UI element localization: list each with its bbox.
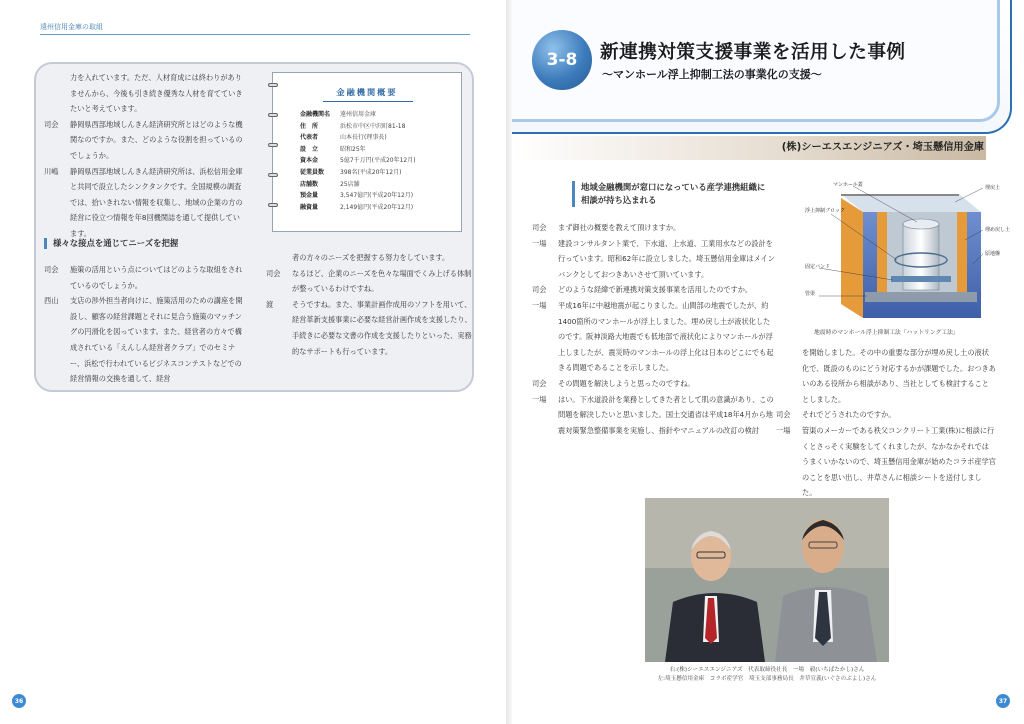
info-row <box>300 202 460 214</box>
dialogue-text: 管渠のメーカーである秩父コンクリート工業(株)に相談に行くとさっそく実験をしてくれましたが、なかなかそれではうまくいかないので、埼玉懸信用金庫が始めたコラボ産学官のことを思い出し、井草さんに相談シートを送付しました。 <box>802 425 996 498</box>
dialogue-line <box>532 282 776 298</box>
dialogue-line <box>776 407 996 423</box>
speaker <box>266 250 292 266</box>
info-row <box>300 167 460 179</box>
page-number: 37 <box>996 694 1010 708</box>
info-label: 従業員数 <box>300 168 325 176</box>
ground-surface <box>841 194 981 212</box>
info-label: 融資量 <box>300 203 319 211</box>
dialogue-text: 静岡県西部地域しんきん経済研究所とはどのような機関なのですか。また、どのような役割を担っているのでしょうか。 <box>70 119 243 160</box>
dialogue-line <box>44 262 246 293</box>
photo-caption-line: 左:埼玉懸信用金庫 コラボ産学官 埼玉支部事務局長 井草宣義(いぐさのぶよし)さん <box>657 676 877 682</box>
left-column-a <box>44 70 246 242</box>
dialogue-line <box>44 293 246 387</box>
dialogue-text: その問題を解決しようと思ったのですね。 <box>558 378 695 388</box>
speaker <box>44 70 70 117</box>
portrait-photo <box>645 498 889 662</box>
dialogue-text: 者の方々のニーズを把握する努力をしています。 <box>292 253 450 262</box>
speaker: 司会 <box>532 285 547 295</box>
dialogue-line <box>266 250 472 266</box>
dialogue-text: 力を入れています。ただ、人材育成には終わりがありませんから、今後も引き続き優秀な人材を育てていきたいと考えています。 <box>70 73 243 114</box>
label-ground: 原地盤 <box>985 251 1001 257</box>
info-value: 遠州信用金庫 <box>340 111 377 118</box>
dialogue-text: 平成16年に中越地震が起こりました。山間部の地震でしたが、約1400箇所のマンホールが浮上しました。埋め戻し土が液状化したのです。阪神淡路大地震でも低地部で液状化によりマンホールが浮上しましたが、震災時のマンホールの浮上化は日本のどこにでも起きる問題であることを示しました。 <box>558 300 774 373</box>
running-head-rule <box>40 34 470 35</box>
info-row <box>300 121 460 133</box>
page-title: 新連携対策支援事業を活用した事例 <box>600 42 906 63</box>
label-pipe: 管渠 <box>805 291 816 297</box>
photo-wall <box>645 498 889 568</box>
right-person-face <box>802 519 844 573</box>
speaker: 一場 <box>532 394 547 404</box>
dialogue-line <box>532 236 776 283</box>
speaker: 司会 <box>532 223 547 232</box>
label-soil: 埋戻土 <box>985 185 1001 191</box>
speaker: 一場 <box>532 300 547 310</box>
speaker: 司会 <box>532 378 547 388</box>
diagram-caption: 地震時のマンホール浮上抑制工法「ハットリング工法」 <box>814 330 959 336</box>
dialogue-line <box>44 164 246 242</box>
subhead-bar <box>572 181 575 207</box>
side-soil-left <box>841 198 863 318</box>
info-label: 住 所 <box>300 122 319 130</box>
dialogue-line <box>44 117 246 164</box>
fixing-band <box>891 276 951 282</box>
label-fill: 埋め戻し土 <box>985 227 1011 233</box>
dialogue-text: 建設コンサルタント業で、下水道、上水道、工業用水などの設計を行っています。昭和62年に設立しました。埼玉懸信用金庫はメインバンクとしておつきあいさせて頂いています。 <box>558 238 775 279</box>
institution-overview-box <box>272 72 462 232</box>
page-number: 36 <box>12 694 26 708</box>
info-label: 代表者 <box>300 134 319 142</box>
dialogue-text: はい。下水道設計を業務としてきた者として肌の意識があり、この問題を解決したいと思いました。国土交通省は平成18年4月から地震対策緊急整備事業を実施し、指針やマニュアルの改訂の検討 <box>558 394 774 435</box>
info-label: 設 立 <box>300 145 319 153</box>
speaker: 司会 <box>44 119 59 129</box>
dialogue-text: どのような経緯で新連携対策支援事業を活用したのですか。 <box>558 285 753 295</box>
dialogue-line <box>532 392 776 439</box>
dialogue-text: を開始しました。その中の重要な部分が埋め戻し土の液状化で、既設のものにどう対応するかが課題でした。おつきあいのある役所から相談があり、当社としても検討することとしました。 <box>802 348 996 404</box>
info-value: 3,547億円(平成20年12月) <box>340 192 414 200</box>
info-value: 25店舗 <box>340 180 360 188</box>
dialogue-text: 施策の活用という点についてはどのような取組をされているのでしょうか。 <box>70 265 243 290</box>
subhead-bar <box>44 238 47 249</box>
info-title-underline <box>323 101 413 102</box>
info-row <box>300 179 460 191</box>
info-box-title: 金融機関概要 <box>336 87 398 97</box>
speaker: 川嶋 <box>44 166 59 176</box>
label-block: 浮上抑制ブロック <box>805 208 845 214</box>
info-label: 金融機関名 <box>300 111 331 118</box>
subhead-text: 地域金融機関が窓口になっている産学連携組織に相談が持ち込まれる <box>581 182 766 205</box>
right-column-a <box>532 220 776 438</box>
binder-ring <box>268 143 278 147</box>
sewer-pipe <box>865 292 977 302</box>
section-subhead <box>572 181 772 207</box>
info-label: 預金量 <box>300 192 319 200</box>
right-column-b <box>776 345 996 501</box>
dialogue-text: 静岡県西部地域しんきん経済研究所は、浜松信用金庫と共同で設立したシンクタンクです。全国規模の調査では、拾いきれない情報を収集し、地域の企業の方の経営に役立つ情報を年8回機関誌を通して提供しています。 <box>70 166 243 238</box>
speaker: 司会 <box>44 265 59 274</box>
info-value: 昭和25年 <box>340 145 366 153</box>
right-page <box>512 0 1024 724</box>
dialogue-line <box>266 266 472 297</box>
speaker: 渡 <box>266 299 274 309</box>
info-row <box>300 132 460 144</box>
speaker: 司会 <box>776 410 791 420</box>
dialogue-line <box>44 70 246 117</box>
ground-edge <box>841 194 959 196</box>
left-column-a2 <box>44 262 246 387</box>
binder-ring <box>268 173 278 177</box>
binder-ring <box>268 203 278 207</box>
speaker <box>776 345 802 407</box>
info-rows <box>300 109 460 213</box>
manhole-cover <box>903 219 939 229</box>
photo-caption-line: 右:(株)シーエスエンジニアズ 代表取締役社長 一場 毅(いちばたかし)さん <box>669 667 865 673</box>
binder-ring <box>268 113 278 117</box>
speaker: 一場 <box>532 238 547 248</box>
dialogue-text: まず御社の概要を教えて頂けますか。 <box>558 223 681 232</box>
section-number-badge: 3-8 <box>532 30 592 90</box>
dialogue-line <box>532 220 776 236</box>
dialogue-line <box>266 297 472 359</box>
speaker: 一場 <box>776 425 791 435</box>
photo-caption <box>645 666 889 684</box>
info-row <box>300 155 460 167</box>
info-row <box>300 190 460 202</box>
dialogue-text: それでどうされたのですか。 <box>802 410 896 420</box>
company-name: (株)シーエスエンジニアズ・埼玉懸信用金庫 <box>781 142 984 153</box>
page-subtitle: ～マンホール浮上抑制工法の事業化の支援～ <box>602 68 822 81</box>
info-row <box>300 109 460 121</box>
subhead-text: 様々な接点を通じてニーズを把握 <box>53 238 179 248</box>
info-value: 398名(平成20年12月) <box>340 168 402 176</box>
left-column-b <box>266 250 472 359</box>
dialogue-line <box>776 423 996 501</box>
dialogue-line <box>776 345 996 407</box>
label-manhole: マンホール蓋 <box>833 182 863 188</box>
info-value: 2,149億円(平成20年12月) <box>340 203 414 211</box>
info-value: 山本長行(理事長) <box>340 134 387 142</box>
info-value: 浜松市中区中沢町81-18 <box>340 122 406 130</box>
info-label: 店舗数 <box>300 180 319 188</box>
left-page <box>0 0 506 724</box>
info-value: 5億7千万円(平成20年12月) <box>340 157 416 165</box>
dialogue-text: そうですね。また、事業計画作成用のソフトを用いて、経営革新支援事業に必要な経営計画作成を支援したり、手続きに必要な文書の作成を支援したりといった、実務的なサポートも行っています。 <box>292 299 472 356</box>
info-label: 資本金 <box>300 157 319 165</box>
dialogue-text: なるほど、企業のニーズを色々な場面でくみ上げる体制が整っているわけですね。 <box>292 268 472 294</box>
running-head: 遠州信用金庫の取組 <box>40 23 103 31</box>
photo-illustration <box>645 498 889 662</box>
speaker: 西山 <box>44 296 59 306</box>
info-row <box>300 144 460 156</box>
dialogue-line <box>532 376 776 392</box>
dialogue-line <box>532 298 776 376</box>
label-band: 固定バンド <box>805 264 831 270</box>
speaker: 司会 <box>266 268 281 278</box>
dialogue-text: 支店の渉外担当者向けに、施策活用のための講座を開設し、顧客の経営課題とそれに見合う施策のマッチングの円滑化を図っています。また、経営者の方々で構成されている「えんしん経営者クラブ」でのセミナー、浜松で行われているビジネスコンテストなどでの経営情報の交換を通して、経営 <box>70 296 243 384</box>
section-subhead <box>44 237 178 249</box>
manhole-diagram <box>805 180 1013 328</box>
